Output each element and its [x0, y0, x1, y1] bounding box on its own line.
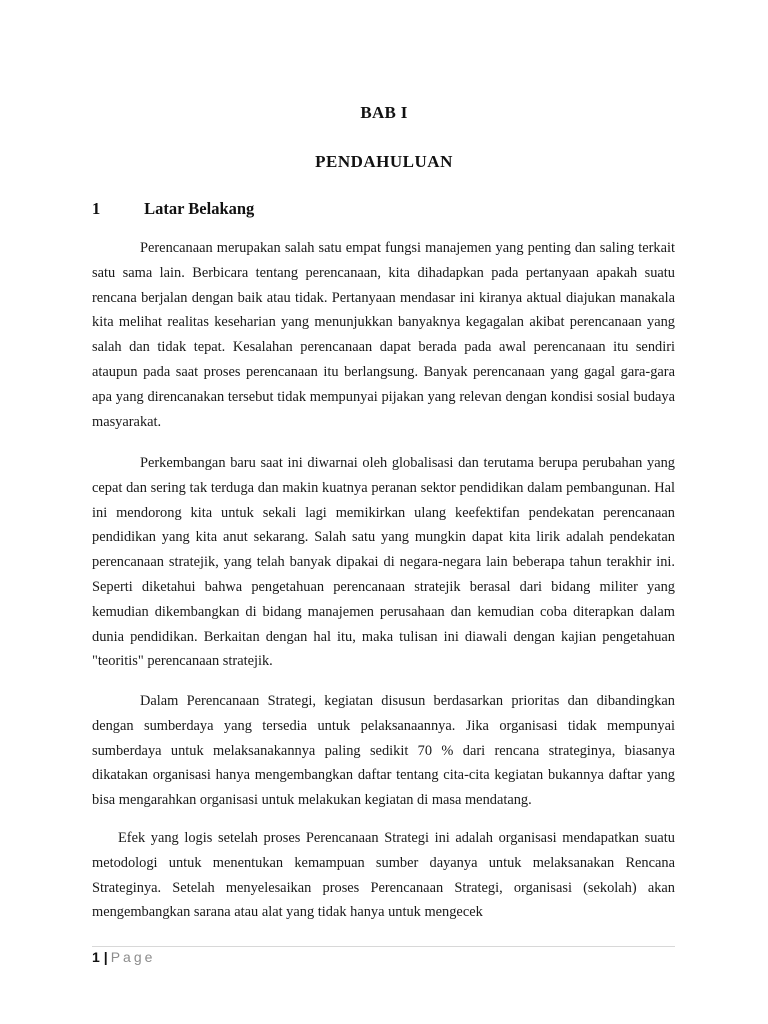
paragraph-4 — [92, 826, 675, 925]
paragraph-text: Efek yang logis setelah proses Perencanaan Strategi ini adalah organisasi mendapatkan suatu metodologi untuk menentukan kemampuan sumber dayanya untuk melaksanakan Rencana Strateginya. Setelah menyelesaikan proses Perencanaan Strategi, organisasi (sekolah) akan mengembangkan sarana atau alat yang tidak hanya untuk mengecek — [92, 830, 675, 921]
section-title: Latar Belakang — [144, 199, 255, 218]
page-number: 1 — [92, 949, 100, 965]
chapter-title: PENDAHULUAN — [315, 152, 453, 171]
paragraph-2 — [92, 451, 675, 674]
section-number: 1 — [92, 199, 101, 218]
page-footer — [92, 947, 155, 967]
chapter-number: BAB I — [360, 103, 408, 122]
footer-divider — [92, 946, 675, 947]
footer-separator: | — [103, 949, 108, 965]
paragraph-text: Perkembangan baru saat ini diwarnai oleh globalisasi dan terutama berupa perubahan yang cepat dan sering tak terduga dan makin kuatnya peranan sektor pendidikan dalam pembangunan. Hal ini mendorong kita untuk sekali lagi memikirkan ulang keefektifan pendekatan perencanaan pendidikan yang kita anut sekarang. Salah satu yang mungkin dapat kita lirik adalah pendekatan perencanaan stratejik, yang telah banyak dipakai di negara-negara lain beberapa tahun terakhir ini. Seperti diketahui bahwa pengetahuan perencanaan stratejik berasal dari bidang militer yang kemudian dikembangkan di bidang manajemen perusahaan dan kemudian coba diterapkan dalam dunia pendidikan. Berkaitan dengan hal itu, maka tulisan ini diawali dengan kajian pengetahuan "teoritis" perencanaan stratejik. — [92, 455, 675, 670]
paragraph-3 — [92, 689, 675, 813]
page-label: Page — [110, 949, 156, 965]
section-heading — [92, 199, 254, 219]
paragraph-1 — [92, 236, 675, 434]
paragraph-text: Perencanaan merupakan salah satu empat fungsi manajemen yang penting dan saling terkait satu sama lain. Berbicara tentang perencanaan, kita dihadapkan pada pertanyaan apakah suatu rencana berjalan dengan baik atau tidak. Pertanyaan mendasar ini kiranya aktual diajukan manakala kita melihat realitas keseharian yang menunjukkan banyaknya kegagalan akibat perencanaan yang salah dan tidak tepat. Kesalahan perencanaan dapat berada pada awal perencanaan itu sendiri ataupun pada saat proses perencanaan itu berlangsung. Banyak perencanaan yang gagal gara-gara apa yang direncanakan tersebut tidak mempunyai pijakan yang relevan dengan kondisi sosial budaya masyarakat. — [92, 240, 675, 430]
paragraph-text: Dalam Perencanaan Strategi, kegiatan disusun berdasarkan prioritas dan dibandingkan dengan sumberdaya yang tersedia untuk pelaksanaannya. Jika organisasi tidak mempunyai sumberdaya untuk melaksanakannya paling sedikit 70 % dari rencana strateginya, biasanya dikatakan organisasi hanya mengembangkan daftar tentang cita-cita kegiatan bukannya daftar yang bisa mengarahkan organisasi untuk melakukan kegiatan di masa mendatang. — [92, 693, 675, 809]
